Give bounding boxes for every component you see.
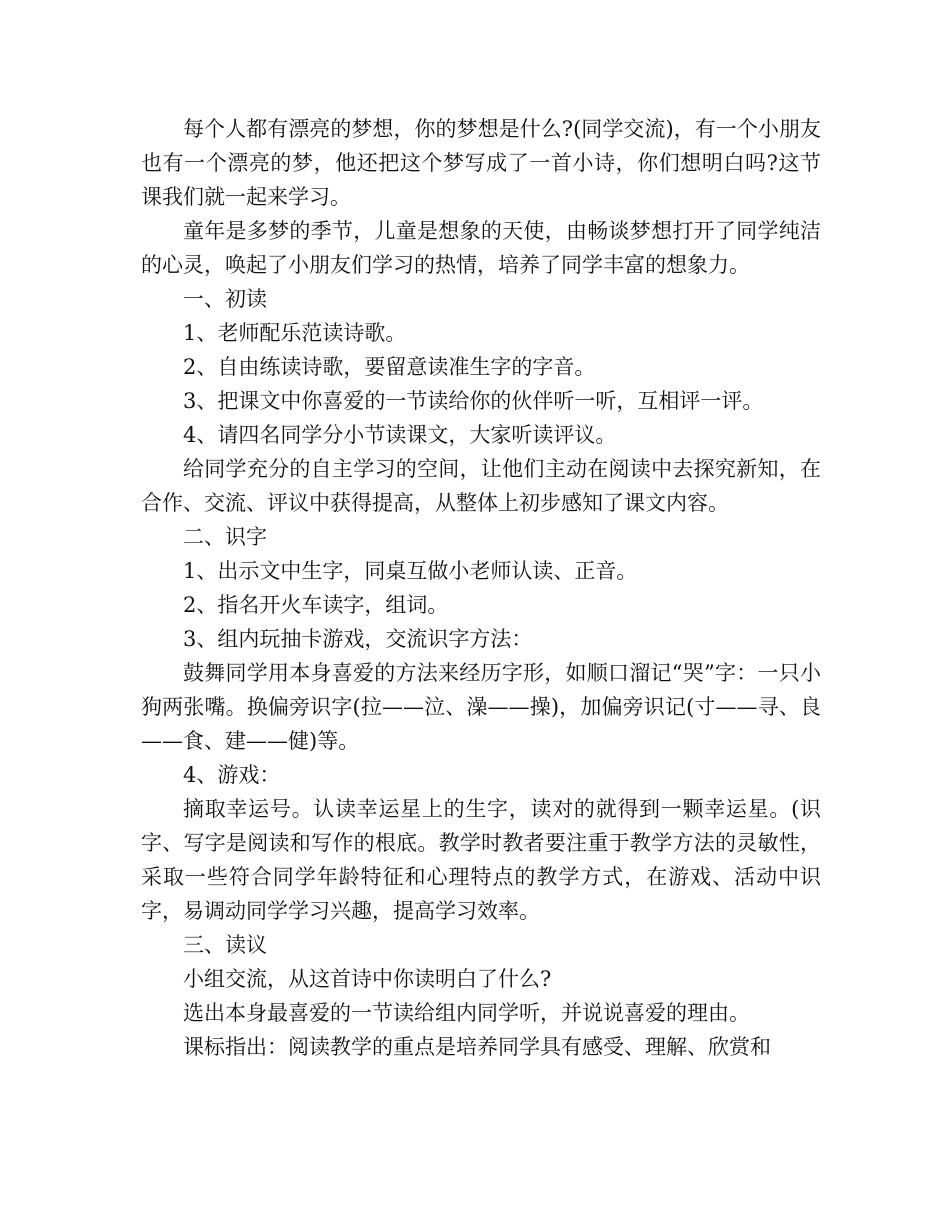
list-item: 1、出示文中生字，同桌互做小老师认读、正音。 — [183, 559, 638, 583]
paragraph: 小组交流，从这首诗中你读明白了什么? — [183, 967, 552, 991]
list-item: 3、把课文中你喜爱的一节读给你的伙伴听一听，互相评一评。 — [183, 389, 764, 413]
paragraph: 鼓舞同学用本身喜爱的方法来经历字形，如顺口溜记“哭”字：一只小狗两张嘴。换偏旁识字(拉——泣、澡——操)，加偏旁识记(寸——寻、良——食、建——健)等。 — [141, 661, 821, 753]
paragraph: 选出本身最喜爱的一节读给组内同学听，并说说喜爱的理由。 — [183, 1001, 750, 1025]
paragraph: 每个人都有漂亮的梦想，你的梦想是什么?(同学交流)，有一个小朋友也有一个漂亮的梦，他还把这个梦写成了一首小诗，你们想明白吗?这节课我们就一起来学习。 — [141, 117, 821, 209]
paragraph: 课标指出：阅读教学的重点是培养同学具有感受、理解、欣赏和 — [183, 1035, 771, 1059]
list-item: 2、指名开火车读字，组词。 — [183, 593, 449, 617]
list-item: 4、请四名同学分小节读课文，大家听读评议。 — [183, 423, 617, 447]
paragraph: 摘取幸运号。认读幸运星上的生字，读对的就得到一颗幸运星。(识字、写字是阅读和写作的根底。教学时教者要注重于教学方法的灵敏性，采取一些符合同学年龄特征和心理特点的教学方式，在游戏、活动中识字，易调动同学学习兴趣，提高学习效率。 — [141, 797, 821, 923]
paragraph: 童年是多梦的季节，儿童是想象的天使，由畅谈梦想打开了同学纯洁的心灵，唤起了小朋友们学习的热情，培养了同学丰富的想象力。 — [141, 219, 821, 277]
section-heading: 一、初读 — [183, 287, 267, 311]
list-item: 1、老师配乐范读诗歌。 — [183, 321, 407, 345]
paragraph: 给同学充分的自主学习的空间，让他们主动在阅读中去探究新知，在合作、交流、评议中获得提高，从整体上初步感知了课文内容。 — [141, 457, 821, 515]
list-item: 2、自由练读诗歌，要留意读准生字的字音。 — [183, 355, 596, 379]
document-body — [141, 112, 821, 1064]
section-heading: 二、识字 — [183, 525, 267, 549]
section-heading: 三、读议 — [183, 933, 267, 957]
list-item: 4、游戏： — [183, 763, 281, 787]
list-item: 3、组内玩抽卡游戏，交流识字方法： — [183, 627, 533, 651]
